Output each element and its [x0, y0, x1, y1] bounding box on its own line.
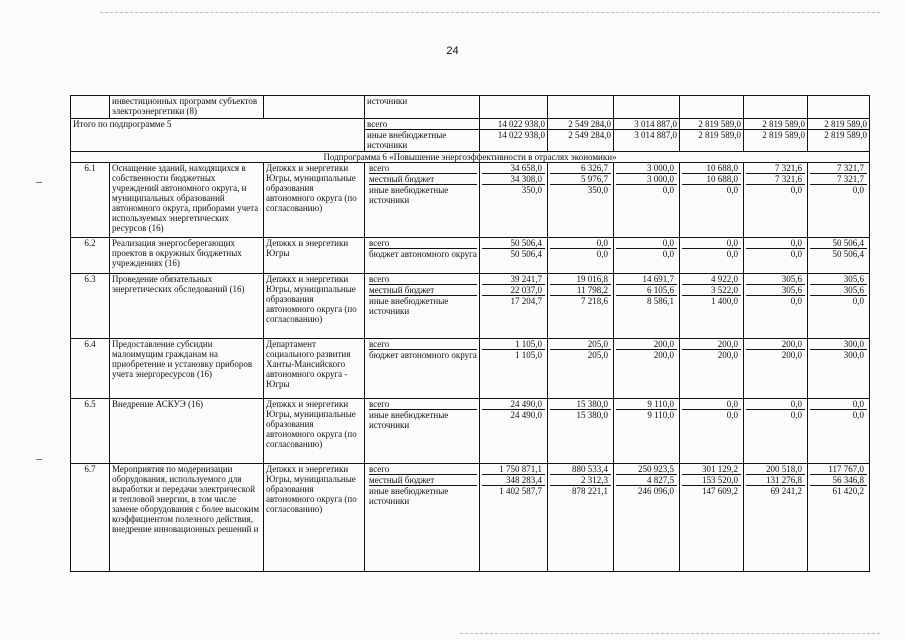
value-cell: 10 688,0 [682, 163, 741, 174]
cell-number [71, 96, 110, 119]
value-cell: 205,0 [587, 350, 608, 360]
value-cell: 1 750 871,1 [482, 464, 545, 475]
value-cell: 350,0 [521, 185, 542, 195]
funding-source: местный бюджет [369, 475, 477, 486]
value-cell: 200,0 [653, 350, 674, 360]
value-column [744, 399, 808, 464]
value-column [614, 464, 680, 572]
value-cell: 0,0 [682, 238, 741, 249]
funding-source: всего [369, 163, 477, 174]
value-cell: 3 000,0 [616, 174, 677, 185]
value-column [614, 339, 680, 399]
value-cell: 17 204,7 [510, 296, 542, 306]
value-column [480, 339, 548, 399]
value-cell: 11 798,2 [550, 285, 611, 296]
value-column [680, 163, 744, 238]
value-cell: 2 312,3 [550, 475, 611, 486]
value-cell: 2 819 589,0 [744, 119, 808, 130]
value-cell: 14 691,7 [616, 274, 677, 285]
value-column [614, 399, 680, 464]
value-column [548, 163, 614, 238]
value-cell: 2 549 284,0 [548, 119, 614, 130]
value-cell: 9 110,0 [616, 399, 677, 410]
value-cell: 3 522,0 [682, 285, 741, 296]
value-cell: 200,0 [717, 350, 738, 360]
value-cell: 0,0 [682, 399, 741, 410]
value-cell: 0,0 [726, 185, 738, 195]
value-cell: 153 520,0 [682, 475, 741, 486]
value-column [744, 464, 808, 572]
value-cell: 3 000,0 [616, 163, 677, 174]
value-cell [548, 96, 614, 119]
value-column [480, 399, 548, 464]
value-cell: 4 922,0 [682, 274, 741, 285]
value-cell: 300,0 [810, 339, 867, 350]
value-cell: 305,6 [746, 274, 805, 285]
funding-source: всего [369, 238, 477, 249]
value-column [808, 238, 870, 274]
funding-source: иные внебюджетные источники [365, 130, 480, 152]
value-cell [744, 96, 808, 119]
page-number: 24 [446, 45, 459, 57]
value-column [614, 163, 680, 238]
value-cell: 246 096,0 [638, 486, 674, 496]
value-cell: 1 105,0 [482, 339, 545, 350]
value-cell [480, 96, 548, 119]
value-cell: 7 321,7 [810, 163, 867, 174]
value-cell: 200,0 [746, 339, 805, 350]
value-cell: 50 506,4 [832, 249, 864, 259]
value-cell: 131 276,8 [746, 475, 805, 486]
value-column [808, 339, 870, 399]
value-cell: 0,0 [790, 410, 802, 420]
value-cell: 24 490,0 [510, 410, 542, 420]
value-cell: 24 490,0 [482, 399, 545, 410]
value-cell: 0,0 [746, 399, 805, 410]
value-column [480, 163, 548, 238]
value-cell: 50 506,4 [482, 238, 545, 249]
edge-mark [36, 182, 42, 183]
value-cell: 22 037,0 [482, 285, 545, 296]
activity-name: Внедрение АСКУЭ (16) [110, 399, 264, 464]
value-cell: 7 321,6 [746, 163, 805, 174]
value-column [680, 274, 744, 339]
value-cell: 9 110,0 [647, 410, 674, 420]
funding-sources [365, 399, 480, 464]
value-column [480, 464, 548, 572]
value-cell: 14 022 938,0 [480, 130, 548, 152]
executor: Депжкх и энергетики Югры, муниципальные образования автономного округа (по согласованию) [264, 399, 365, 464]
value-cell: 200,0 [616, 339, 677, 350]
value-column [680, 464, 744, 572]
value-column [680, 238, 744, 274]
value-column [808, 163, 870, 238]
activity-number: 6.2 [71, 238, 110, 274]
value-cell [680, 96, 744, 119]
value-cell: 19 016,8 [550, 274, 611, 285]
value-cell: 301 129,2 [682, 464, 741, 475]
value-cell: 2 819 589,0 [808, 119, 870, 130]
value-cell: 0,0 [746, 238, 805, 249]
value-column [548, 339, 614, 399]
value-cell [808, 96, 870, 119]
funding-source: бюджет автономного округа [369, 350, 477, 360]
value-cell: 4 827,5 [616, 475, 677, 486]
value-column [744, 238, 808, 274]
value-cell: 0,0 [852, 296, 864, 306]
value-cell: 1 105,0 [515, 350, 542, 360]
activity-name: Оснащение зданий, находящихся в собственности бюджетных учреждений автономного округа, и муниципальных образований автономного округа, приборами учета используемых энергетических ресурсов (16) [110, 163, 264, 238]
value-column [548, 274, 614, 339]
funding-source: иные внебюджетные источники [369, 486, 449, 506]
value-cell: 3 014 887,0 [614, 130, 680, 152]
value-cell: 0,0 [726, 249, 738, 259]
executor: Депжкх и энергетики Югры, муниципальные образования автономного округа (по согласованию) [264, 464, 365, 572]
activity-number: 6.3 [71, 274, 110, 339]
funding-source: источники [365, 96, 480, 119]
edge-mark [36, 459, 42, 460]
value-column [548, 238, 614, 274]
value-cell: 39 241,7 [482, 274, 545, 285]
value-cell: 6 326,7 [550, 163, 611, 174]
value-cell: 3 014 887,0 [614, 119, 680, 130]
value-cell: 1 402 587,7 [499, 486, 542, 496]
table-row [71, 399, 870, 464]
value-column [744, 274, 808, 339]
value-cell: 880 533,4 [550, 464, 611, 475]
value-cell: 0,0 [790, 185, 802, 195]
value-cell: 878 221,1 [572, 486, 608, 496]
value-cell: 250 923,5 [616, 464, 677, 475]
value-cell: 50 506,4 [510, 249, 542, 259]
activity-name: Предоставление субсидии малоимущим гражданам на приобретение и установку приборов учета энергоресурсов (16) [110, 339, 264, 399]
value-cell: 0,0 [790, 296, 802, 306]
value-cell [614, 96, 680, 119]
value-cell: 56 346,8 [810, 475, 867, 486]
table-row [71, 119, 870, 130]
value-cell: 200,0 [682, 339, 741, 350]
value-cell: 348 283,4 [482, 475, 545, 486]
value-cell: 34 308,0 [482, 174, 545, 185]
value-column [808, 464, 870, 572]
value-cell: 2 549 284,0 [548, 130, 614, 152]
subprogram-total-label: Итого по подпрограмме 5 [71, 119, 365, 152]
value-column [480, 238, 548, 274]
value-cell: 1 400,0 [711, 296, 738, 306]
activity-name: Мероприятия по модернизации оборудования, используемого для выработки и передачи электрической и тепловой энергии, в том числе замене оборудования с более высоким коэффициентом полезного действия, внедрение инновационных решений и [110, 464, 264, 572]
value-column [480, 274, 548, 339]
value-cell: 205,0 [550, 339, 611, 350]
activity-name: Проведение обязательных энергетических обследований (16) [110, 274, 264, 339]
activity-name: инвестиционных программ субъектов электроэнергетики (8) [110, 96, 264, 119]
value-cell: 0,0 [852, 185, 864, 195]
value-cell: 7 321,6 [746, 174, 805, 185]
value-column [548, 399, 614, 464]
value-cell: 10 688,0 [682, 174, 741, 185]
funding-sources [365, 163, 480, 238]
executor [264, 96, 365, 119]
executor: Депжкх и энергетики Югры [264, 238, 365, 274]
value-cell: 305,6 [810, 274, 867, 285]
value-cell: 2 819 589,0 [808, 130, 870, 152]
funding-source: всего [369, 274, 477, 285]
value-column [680, 339, 744, 399]
value-cell: 305,6 [810, 285, 867, 296]
value-cell: 0,0 [550, 238, 611, 249]
value-column [808, 399, 870, 464]
scan-artifact-top [100, 12, 880, 13]
value-cell: 0,0 [726, 410, 738, 420]
funding-sources [365, 274, 480, 339]
activity-number: 6.7 [71, 464, 110, 572]
value-cell: 6 105,6 [616, 285, 677, 296]
value-cell: 300,0 [843, 350, 864, 360]
value-column [614, 274, 680, 339]
funding-source: иные внебюджетные источники [369, 296, 449, 316]
value-cell: 61 420,2 [832, 486, 864, 496]
value-column [744, 339, 808, 399]
activity-name: Реализация энергосберегающих проектов в окружных бюджетных учреждениях (16) [110, 238, 264, 274]
value-cell: 5 976,7 [550, 174, 611, 185]
funding-source: всего [369, 464, 477, 475]
program-table [70, 95, 870, 572]
value-cell: 0,0 [810, 399, 867, 410]
value-column [744, 163, 808, 238]
funding-sources [365, 464, 480, 572]
executor: Департамент социального развития Ханты-Мансийского автономного округа - Югры [264, 339, 365, 399]
funding-source: местный бюджет [369, 174, 477, 185]
value-column [548, 464, 614, 572]
value-cell: 117 767,0 [810, 464, 867, 475]
value-cell: 50 506,4 [810, 238, 867, 249]
value-cell: 15 380,0 [550, 399, 611, 410]
activity-number: 6.5 [71, 399, 110, 464]
funding-source: иные внебюджетные источники [369, 410, 449, 430]
funding-source: всего [369, 399, 477, 410]
value-cell: 69 241,2 [770, 486, 802, 496]
executor: Депжкх и энергетики Югры, муниципальные образования автономного округа (по согласованию) [264, 163, 365, 238]
value-cell: 7 321,7 [810, 174, 867, 185]
table-row [71, 339, 870, 399]
value-column [808, 274, 870, 339]
activity-number: 6.4 [71, 339, 110, 399]
scan-artifact-bottom [460, 633, 880, 634]
table-row [71, 163, 870, 238]
table-row [71, 464, 870, 572]
value-cell: 0,0 [662, 249, 674, 259]
funding-sources [365, 339, 480, 399]
value-cell: 2 819 589,0 [680, 130, 744, 152]
table-row [71, 96, 870, 119]
value-cell: 7 218,6 [581, 296, 608, 306]
value-column [614, 238, 680, 274]
value-cell: 305,6 [746, 285, 805, 296]
value-cell: 200,0 [781, 350, 802, 360]
value-cell: 0,0 [790, 249, 802, 259]
value-cell: 0,0 [596, 249, 608, 259]
funding-sources [365, 238, 480, 274]
value-cell: 0,0 [616, 238, 677, 249]
subprogram-title: Подпрограмма 6 «Повышение энергоэффективности в отраслях экономики» [71, 152, 870, 163]
activity-number: 6.1 [71, 163, 110, 238]
funding-source: всего [369, 339, 477, 350]
value-column [680, 399, 744, 464]
value-cell: 2 819 589,0 [744, 130, 808, 152]
funding-source: местный бюджет [369, 285, 477, 296]
funding-source: бюджет автономного округа [369, 249, 477, 259]
value-cell: 200 518,0 [746, 464, 805, 475]
value-cell: 14 022 938,0 [480, 119, 548, 130]
value-cell: 8 586,1 [647, 296, 674, 306]
value-cell: 0,0 [662, 185, 674, 195]
funding-source: всего [365, 119, 480, 130]
value-cell: 350,0 [587, 185, 608, 195]
table-row [71, 152, 870, 163]
value-cell: 2 819 589,0 [680, 119, 744, 130]
value-cell: 34 658,0 [482, 163, 545, 174]
table-row [71, 238, 870, 274]
value-cell: 0,0 [852, 410, 864, 420]
table-row [71, 274, 870, 339]
value-cell: 15 380,0 [576, 410, 608, 420]
executor: Депжкх и энергетики Югры, муниципальные образования автономного округа (по согласованию) [264, 274, 365, 339]
funding-source: иные внебюджетные источники [369, 185, 449, 205]
value-cell: 147 609,2 [702, 486, 738, 496]
